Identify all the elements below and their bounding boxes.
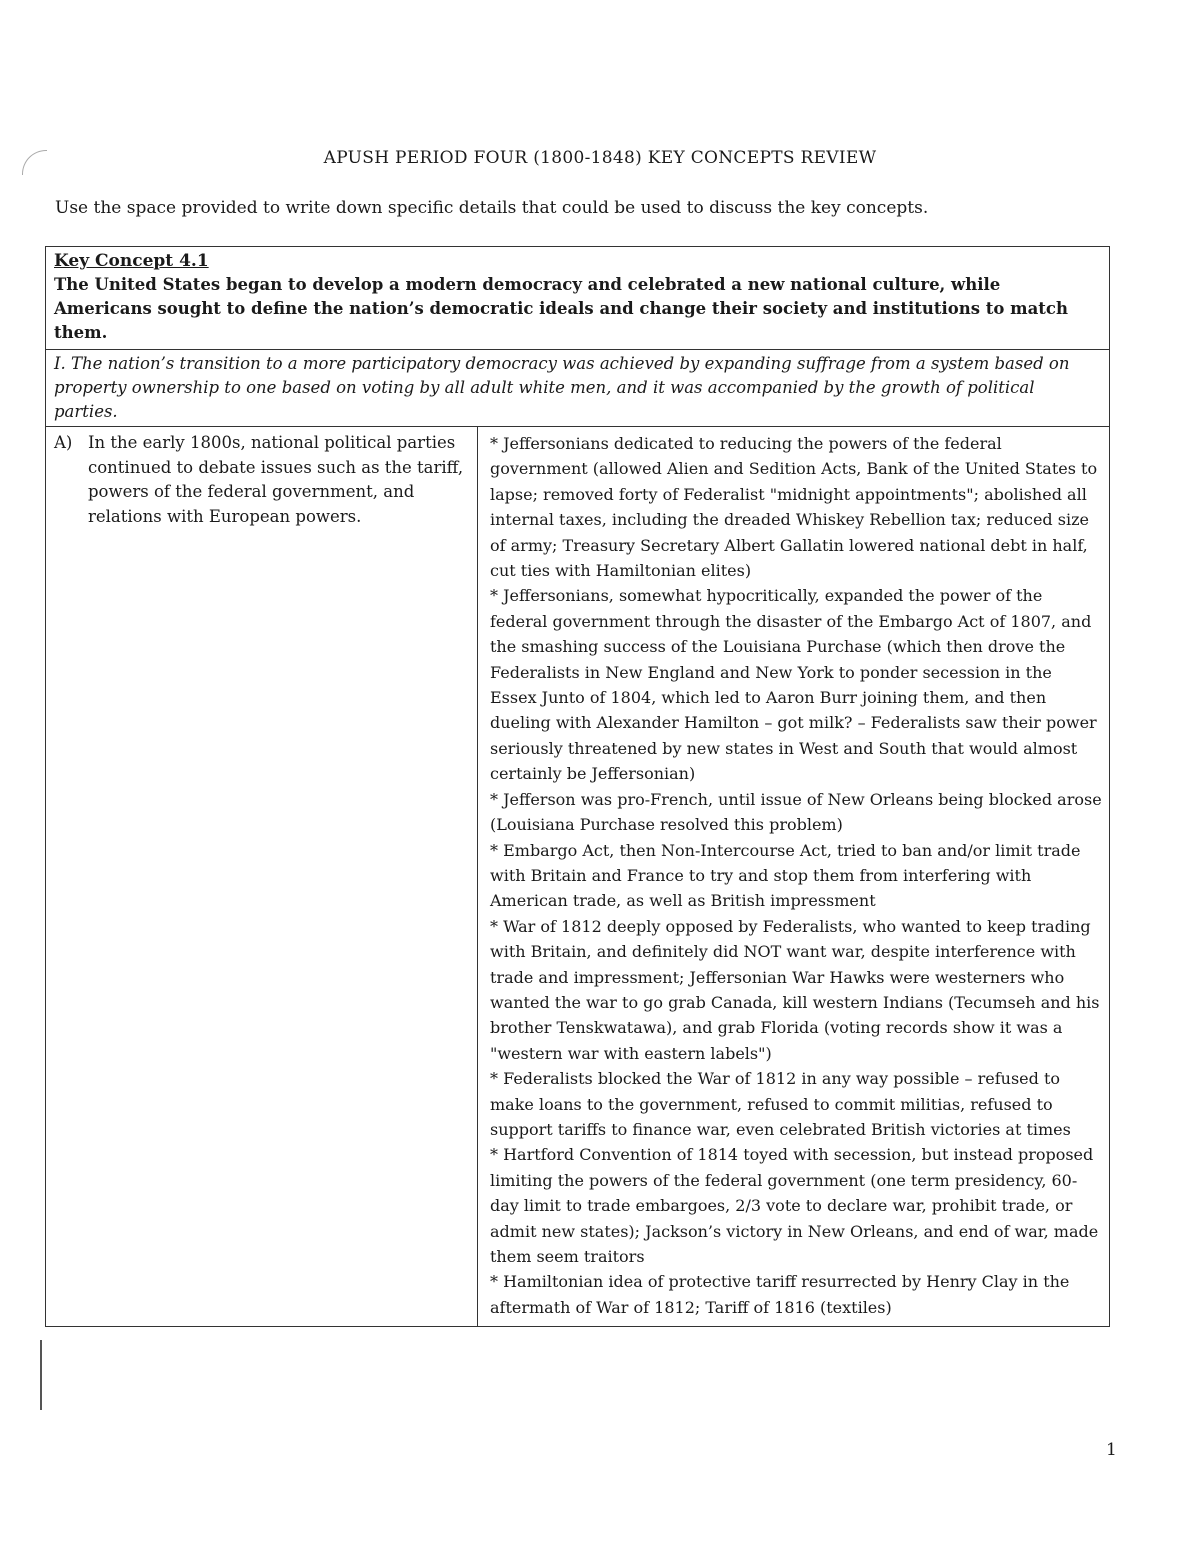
item-marker: A) (54, 433, 73, 452)
key-concept-box (46, 247, 1109, 350)
concept-table (45, 246, 1110, 1327)
table-row (46, 427, 1109, 1326)
left-column (46, 427, 478, 1326)
notes-column (478, 427, 1109, 1326)
instructions: Use the space provided to write down specific details that could be used to discuss the key concepts. (55, 198, 929, 218)
scan-artifact-left (40, 1340, 42, 1410)
note-item: * Federalists blocked the War of 1812 in any way possible – refused to make loans to the government, refused to commit militias, refused to support tariffs to finance war, even celebrated British victories at times (490, 1069, 1071, 1139)
page-number: 1 (1106, 1440, 1117, 1460)
key-concept-heading: Key Concept 4.1 (54, 251, 209, 271)
note-item: * Jefferson was pro-French, until issue of New Orleans being blocked arose (Louisiana Purchase resolved this problem) (490, 789, 1102, 835)
note-item: * War of 1812 deeply opposed by Federalists, who wanted to keep trading with Britain, and definitely did NOT want war, despite interference with trade and impressment; Jeffersonian War Hawks were westerners who wanted the war to go grab Canada, kill western Indians (Tecumseh and his brother Tenskwatawa), and grab Florida (voting records show it was a "western war with eastern labels") (490, 916, 1100, 1063)
page-title: APUSH PERIOD FOUR (1800-1848) KEY CONCEPTS REVIEW (323, 148, 877, 168)
item-text: In the early 1800s, national political parties continued to debate issues such as the tariff, powers of the federal government, and relations with European powers. (88, 433, 464, 526)
section-statement: I. The nation’s transition to a more participatory democracy was achieved by expanding suffrage from a system based on property ownership to one based on voting by all adult white men, and it was accompanied by the growth of political parties. (46, 350, 1109, 427)
note-item: * Hartford Convention of 1814 toyed with secession, but instead proposed limiting the powers of the federal government (one term presidency, 60-day limit to trade embargoes, 2/3 vote to declare war, prohibit trade, or admit new states); Jackson’s victory in New Orleans, and end of war, made them seem traitors (490, 1145, 1099, 1266)
concept-item-a (54, 431, 469, 529)
note-item: * Jeffersonians dedicated to reducing the powers of the federal government (allowed Alien and Sedition Acts, Bank of the United States to lapse; removed forty of Federalist "midnight appointments"; abolished all internal taxes, including the dreaded Whiskey Rebellion tax; reduced size of army; Treasury Secretary Albert Gallatin lowered national debt in half, cut ties with Hamiltonian elites) (490, 434, 1098, 581)
note-item: * Jeffersonians, somewhat hypocritically, expanded the power of the federal government through the disaster of the Embargo Act of 1807, and the smashing success of the Louisiana Purchase (which then drove the Federalists in New England and New York to ponder secession in the Essex Junto of 1804, which led to Aaron Burr joining them, and then dueling with Alexander Hamilton – got milk? – Federalists saw their power seriously threatened by new states in West and South that would almost certainly be Jeffersonian) (490, 586, 1097, 784)
note-item: * Hamiltonian idea of protective tariff resurrected by Henry Clay in the aftermath of War of 1812; Tariff of 1816 (textiles) (490, 1272, 1070, 1317)
key-concept-text: The United States began to develop a modern democracy and celebrated a new national culture, while Americans sought to define the nation’s democratic ideals and change their society and institutions to match them. (54, 275, 1068, 342)
note-item: * Embargo Act, then Non-Intercourse Act, tried to ban and/or limit trade with Britain and France to try and stop them from interfering with American trade, as well as British impressment (490, 840, 1081, 911)
